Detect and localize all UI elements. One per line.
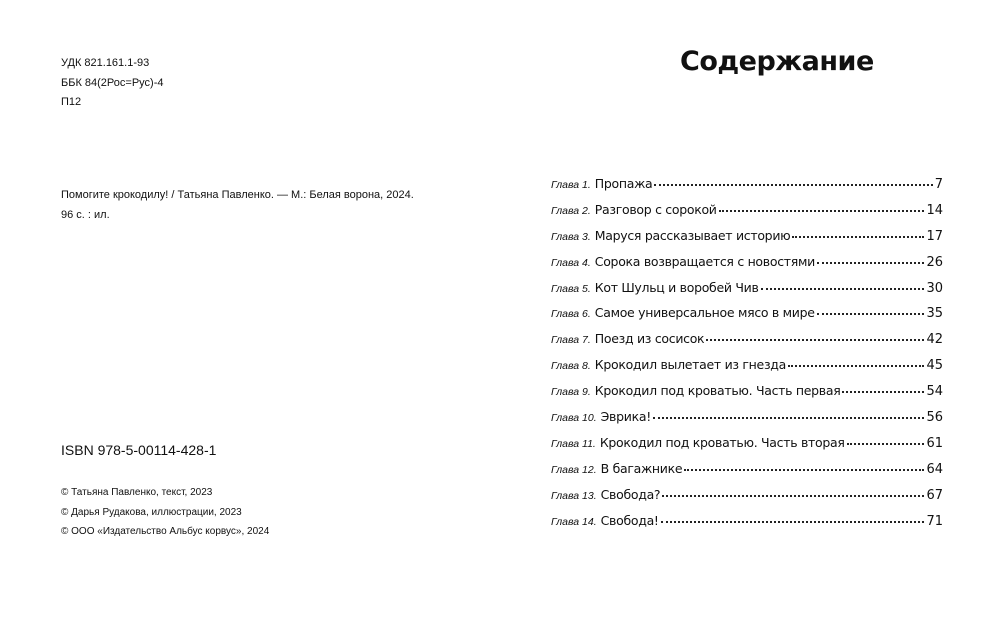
toc-page-number: 67 xyxy=(926,487,943,503)
toc-chapter-title: В багажнике xyxy=(600,460,683,476)
toc-entry xyxy=(551,254,943,280)
copyright-illustrations: © Дарья Рудакова, иллюстрации, 2023 xyxy=(61,506,242,518)
toc-chapter-number: Глава 10. xyxy=(551,412,597,425)
toc-chapter-number: Глава 1. xyxy=(551,179,591,191)
dot-leader xyxy=(842,391,924,393)
toc-entry xyxy=(551,202,943,228)
dot-leader xyxy=(719,210,925,212)
toc-page-number: 26 xyxy=(926,254,943,270)
toc-entry xyxy=(551,305,943,331)
dot-leader xyxy=(788,365,924,367)
copyright-block xyxy=(61,483,269,542)
toc-chapter-title: Пропажа xyxy=(594,176,653,191)
toc-page-number: 14 xyxy=(926,202,943,218)
toc-entry xyxy=(551,331,943,357)
toc-page-number: 30 xyxy=(926,280,943,296)
toc-page-number: 17 xyxy=(926,228,943,244)
dot-leader xyxy=(817,262,925,264)
dot-leader xyxy=(817,313,925,315)
toc-chapter-number: Глава 5. xyxy=(551,282,591,295)
toc-chapter-title: Маруся рассказывает историю xyxy=(594,227,791,243)
toc-chapter-number: Глава 8. xyxy=(551,360,591,373)
toc-chapter-number: Глава 12. xyxy=(551,463,597,476)
toc-chapter-number: Глава 4. xyxy=(551,256,591,269)
toc-entry xyxy=(551,487,943,513)
toc-entry xyxy=(551,409,943,435)
toc-page-number: 42 xyxy=(926,332,943,348)
toc-entry xyxy=(551,383,943,409)
bibliographic-description: Помогите крокодилу! / Татьяна Павленко. — М.: Белая ворона, 2024. xyxy=(61,189,414,201)
toc-chapter-number: Глава 11. xyxy=(551,437,596,450)
toc-page-number: 71 xyxy=(926,513,943,529)
library-classification xyxy=(61,54,163,113)
toc-chapter-title: Свобода? xyxy=(600,486,661,502)
bibliographic-record xyxy=(61,186,414,225)
dot-leader xyxy=(654,184,932,186)
copyright-publisher: © ООО «Издательство Альбус корвус», 2024 xyxy=(61,526,270,537)
toc-page-number: 45 xyxy=(926,358,943,374)
page-count: 96 с. : ил. xyxy=(61,208,110,221)
toc-page-number: 7 xyxy=(934,177,943,192)
copyright-text: © Татьяна Павленко, текст, 2023 xyxy=(61,487,213,498)
dot-leader xyxy=(662,495,924,497)
toc-chapter-title: Крокодил под кроватью. Часть первая xyxy=(594,383,841,399)
toc-chapter-title: Сорока возвращается с новостями xyxy=(594,253,815,269)
toc-entry xyxy=(551,357,943,383)
dot-leader xyxy=(847,443,925,445)
dot-leader xyxy=(792,236,924,238)
toc-page-number: 54 xyxy=(926,384,943,400)
isbn: ISBN 978-5-00114-428-1 xyxy=(61,442,217,458)
toc-chapter-title: Крокодил вылетает из гнезда xyxy=(594,357,786,373)
dot-leader xyxy=(684,469,924,471)
toc-chapter-title: Разговор с сорокой xyxy=(594,201,717,217)
dot-leader xyxy=(761,288,925,290)
toc-chapter-number: Глава 7. xyxy=(551,334,591,347)
toc-chapter-title: Кот Шульц и воробей Чив xyxy=(594,279,759,295)
author-mark: П12 xyxy=(61,96,82,108)
toc-page-number: 64 xyxy=(926,461,943,477)
toc-page-number: 56 xyxy=(926,410,943,426)
toc-entry xyxy=(551,176,943,202)
toc-page-number: 61 xyxy=(926,435,943,451)
toc-title: Содержание xyxy=(680,46,874,77)
dot-leader xyxy=(653,417,925,419)
toc-chapter-number: Глава 13. xyxy=(551,489,597,502)
toc-entry xyxy=(551,461,943,487)
toc-chapter-number: Глава 3. xyxy=(551,230,591,243)
toc-chapter-number: Глава 2. xyxy=(551,204,591,217)
toc-entry xyxy=(551,513,943,539)
toc-entry xyxy=(551,280,943,306)
toc-entry xyxy=(551,435,943,461)
bbk-code: ББК 84(2Рос=Рус)-4 xyxy=(61,76,164,89)
toc-chapter-number: Глава 9. xyxy=(551,386,591,399)
toc-chapter-number: Глава 14. xyxy=(551,515,597,528)
toc-chapter-number: Глава 6. xyxy=(551,308,591,321)
toc-chapter-title: Самое универсальное мясо в мире xyxy=(594,305,815,321)
table-of-contents xyxy=(551,176,943,538)
toc-chapter-title: Эврика! xyxy=(600,409,651,425)
toc-chapter-title: Поезд из сосисок xyxy=(594,331,705,347)
dot-leader xyxy=(661,521,925,523)
udk-code: УДК 821.161.1-93 xyxy=(61,57,150,69)
toc-chapter-title: Крокодил под кроватью. Часть вторая xyxy=(599,434,845,450)
dot-leader xyxy=(706,339,924,341)
toc-chapter-title: Свобода! xyxy=(600,512,659,528)
toc-entry xyxy=(551,228,943,254)
toc-page-number: 35 xyxy=(926,306,943,322)
